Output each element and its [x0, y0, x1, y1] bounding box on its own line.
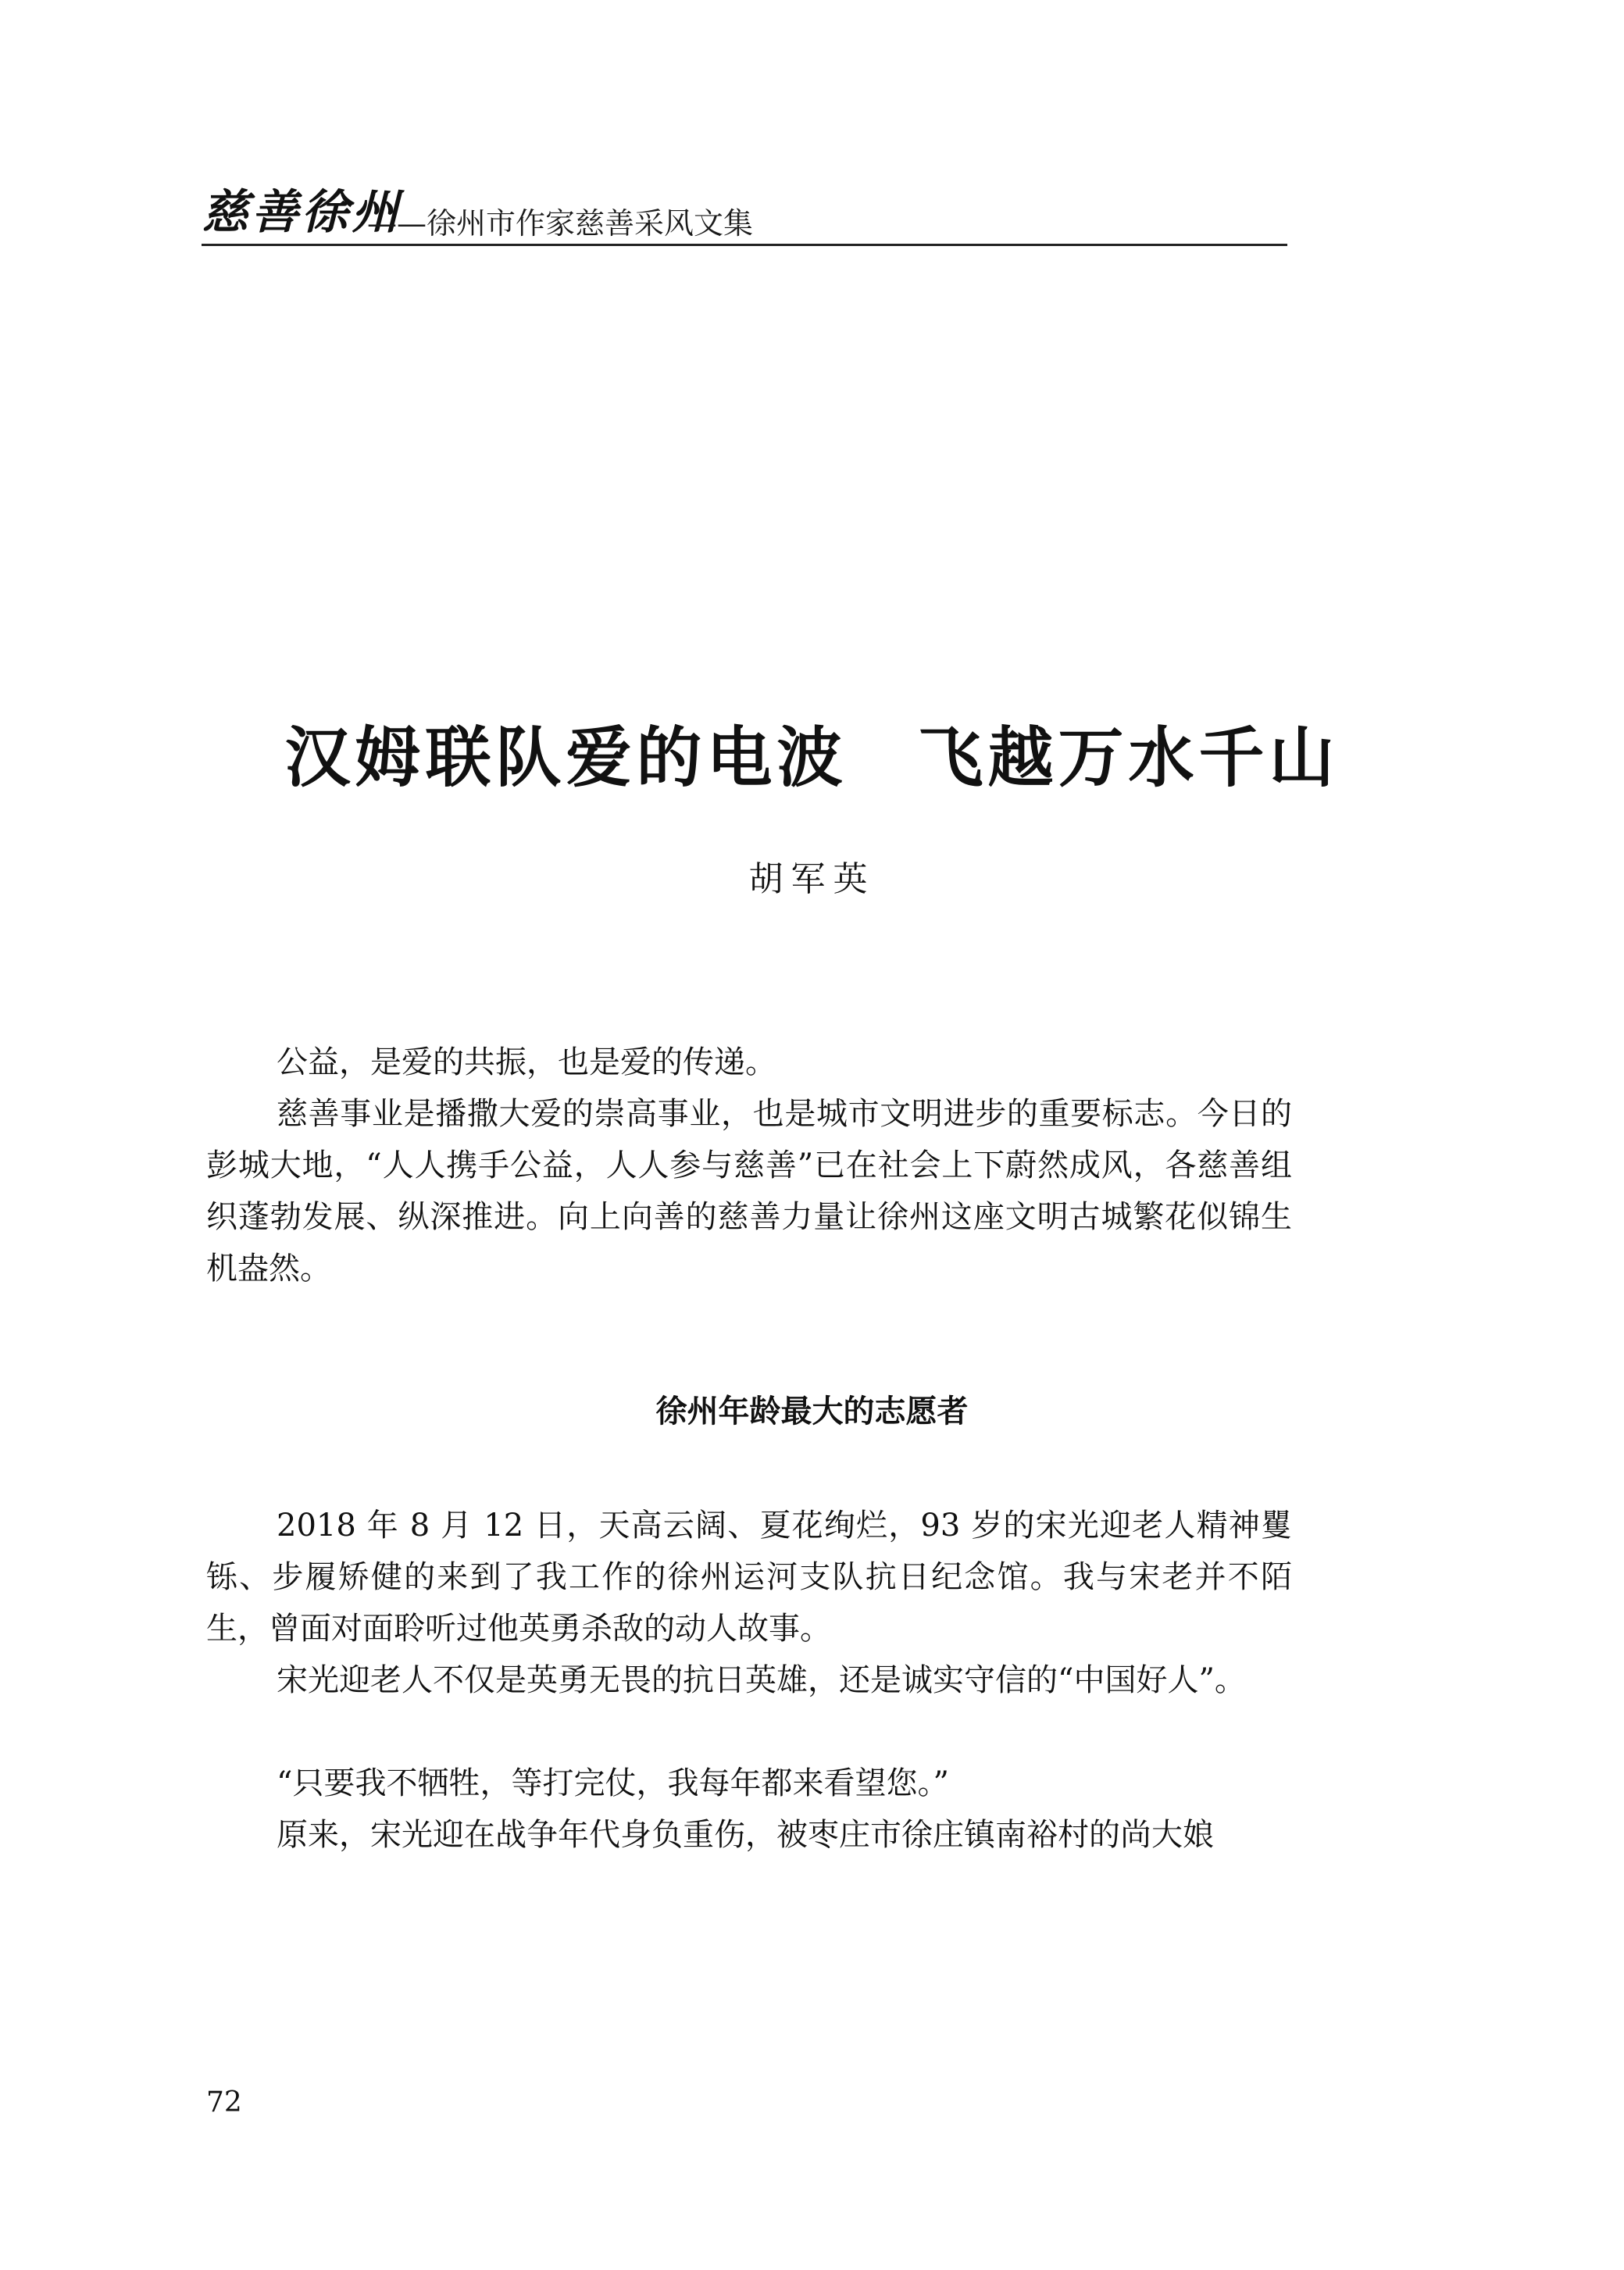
header-divider: [202, 244, 1287, 246]
book-logo: 慈善徐州: [202, 185, 402, 240]
intro-paragraph-1: 公益，是爱的共振，也是爱的传递。: [277, 1044, 776, 1080]
body-paragraph-1: 2018 年 8 月 12 日，天高云阔、夏花绚烂，93 岁的宋光迎老人精神矍铄、步履矫健的来到了我工作的徐州运河支队抗日纪念馆。我与宋老并不陌生，曾面对面聆听过他英勇杀敌的动人故事。: [206, 1508, 1292, 1647]
body-paragraph-4: 原来，宋光迎在战争年代身负重伤，被枣庄市徐庄镇南裕村的尚大娘: [277, 1817, 1214, 1853]
body-paragraph-2: 宋光迎老人不仅是英勇无畏的抗日英雄，还是诚实守信的“中国好人”。: [277, 1662, 1246, 1698]
intro-paragraph-2: 慈善事业是播撒大爱的崇高事业，也是城市文明进步的重要标志。今日的彭城大地，“人人携手公益，人人参与慈善”已在社会上下蔚然成风，各慈善组织蓬勃发展、纵深推进。向上向善的慈善力量让徐州这座文明古城繁花似锦生机盎然。: [206, 1096, 1292, 1287]
section-heading: 徐州年龄最大的志愿者: [655, 1394, 969, 1429]
book-subtitle: ——徐州市作家慈善采风文集: [367, 206, 754, 241]
running-header: [202, 186, 1287, 248]
body-paragraph-3: “只要我不牺牲，等打完仗，我每年都来看望您。”: [277, 1765, 949, 1801]
page-number: 72: [206, 2086, 242, 2118]
article-title: 汉姆联队爱的电波 飞越万水千山: [284, 719, 1340, 796]
article-author: 胡军英: [748, 859, 876, 899]
